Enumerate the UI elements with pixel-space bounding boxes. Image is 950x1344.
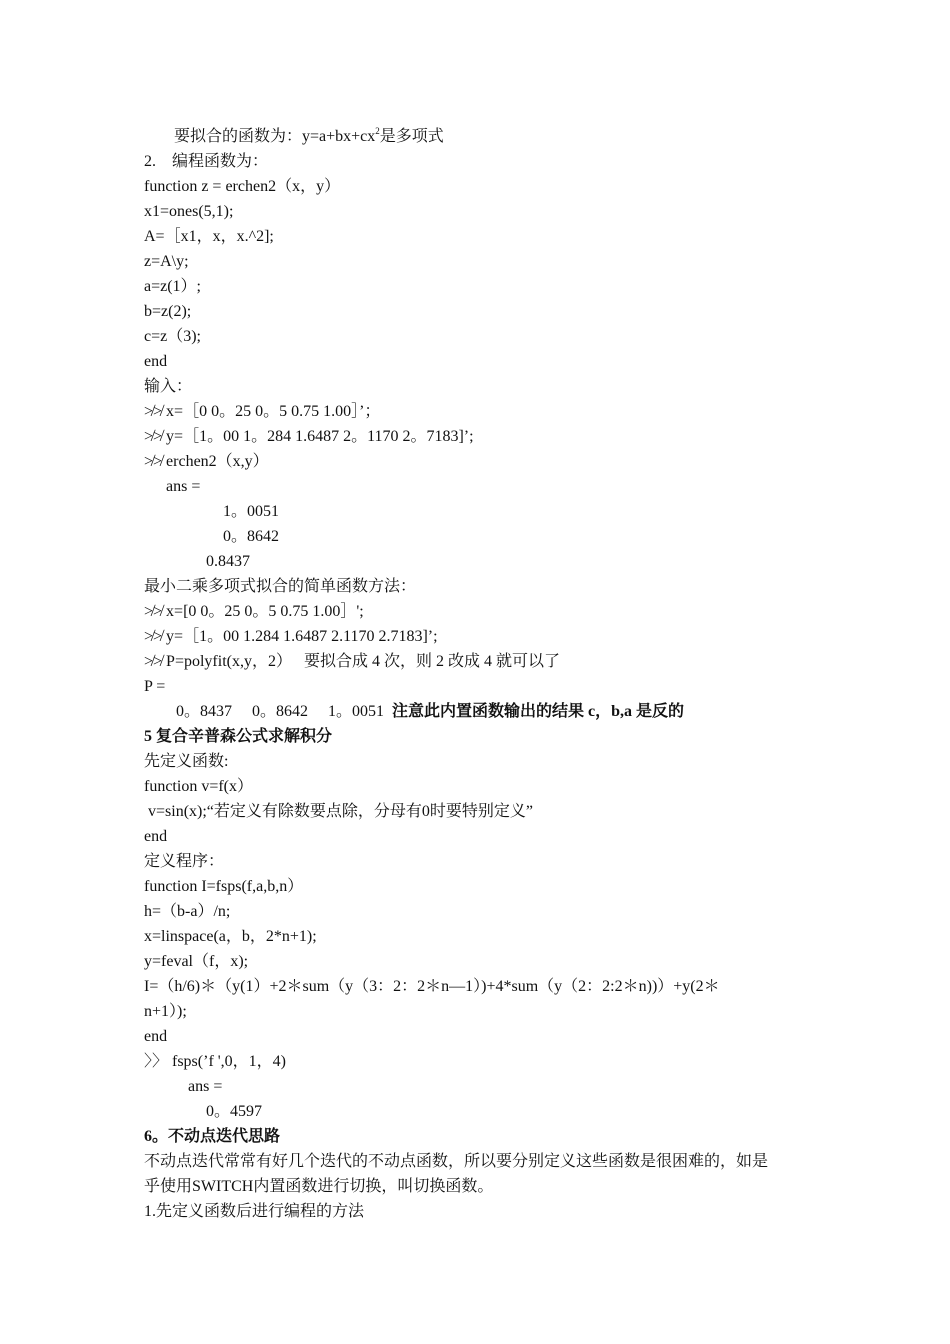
code-line: a=z(1）; (144, 278, 202, 295)
paragraph-line: 不动点迭代常常有好几个迭代的不动点函数，所以要分别定义这些函数是很困难的，如是 (144, 1153, 769, 1170)
command-line: ≯≯ erchen2（x,y） (144, 453, 269, 470)
code-line: v=sin(x);“若定义有除数要点除，分母有0时要特别定义” (144, 803, 534, 820)
code-line: z=A\y; (144, 253, 189, 270)
command-line: ≯≯ x=[0 0。25 0。5 0.75 1.00］'; (144, 603, 364, 620)
section-note: 最小二乘多项式拟合的简单函数方法： (144, 578, 417, 595)
code-line: function z = erchen2（x，y） (144, 178, 341, 195)
polyfit-result-values: 0。8437 0。8642 1。0051 (176, 703, 385, 720)
code-line: x=linspace(a，b，2*n+1); (144, 928, 317, 945)
section-heading-6: 6。不动点迭代思路 (144, 1128, 281, 1145)
output-value: 0.8437 (206, 553, 250, 570)
code-line: end (144, 828, 168, 845)
code-line: y=feval（f，x); (144, 953, 249, 970)
input-label: 输入： (144, 378, 193, 395)
output-value: 0。8642 (223, 528, 280, 545)
code-line: n+1）); (144, 1003, 187, 1020)
fit-function-text: 要拟合的函数为：y=a+bx+cx (174, 128, 376, 145)
code-line: h=（b-a）/n; (144, 903, 231, 920)
ans-label: ans = (166, 478, 201, 495)
code-line: A=［x1，x，x.^2]; (144, 228, 274, 245)
ans-label: ans = (188, 1078, 223, 1095)
command-line: ≯≯ x=［0 0。25 0。5 0.75 1.00］’； (144, 403, 381, 420)
p-label: P = (144, 678, 166, 695)
command-line: 〉〉 fsps(’f ',0，1，4) (144, 1053, 286, 1070)
text-line: 定义程序： (144, 853, 225, 870)
section-heading-5: 5 复合辛普森公式求解积分 (144, 728, 333, 745)
output-value: 0。4597 (206, 1103, 263, 1120)
code-line: I=（h/6)＊（y(1）+2＊sum（y（3：2：2＊n—1）)+4*sum（y（2：2:2＊n))）+y(2＊ (144, 978, 720, 995)
code-line: function v=f(x） (144, 778, 254, 795)
code-line: end (144, 1028, 168, 1045)
fit-function-suffix: 是多项式 (379, 128, 444, 145)
polyfit-note: 注意此内置函数输出的结果 c，b,a 是反的 (392, 703, 685, 720)
code-line: function I=fsps(f,a,b,n） (144, 878, 304, 895)
step-two-heading: 2. 编程函数为： (144, 153, 269, 170)
output-value: 1。0051 (223, 503, 280, 520)
code-line: b=z(2); (144, 303, 192, 320)
code-line: x1=ones(5,1); (144, 203, 234, 220)
superscript-two: 2 (375, 126, 380, 136)
polyfit-result-line (176, 702, 684, 722)
command-line: ≯≯ y=［1。00 1。284 1.6487 2。1170 2。7183]’; (144, 428, 474, 445)
command-line: ≯≯ y=［1。00 1.284 1.6487 2.1170 2.7183]’; (144, 628, 438, 645)
code-line: end (144, 353, 168, 370)
paragraph-line: 乎使用SWITCH内置函数进行切换，叫切换函数。 (144, 1178, 494, 1195)
code-line: c=z（3); (144, 328, 202, 345)
text-line: 先定义函数: (144, 753, 229, 770)
paragraph-line: 1.先定义函数后进行编程的方法 (144, 1203, 365, 1220)
command-line: ≯≯ P=polyfit(x,y，2） 要拟合成 4 次，则 2 改成 4 就可以了 (144, 653, 560, 670)
fit-function-line (174, 127, 444, 147)
